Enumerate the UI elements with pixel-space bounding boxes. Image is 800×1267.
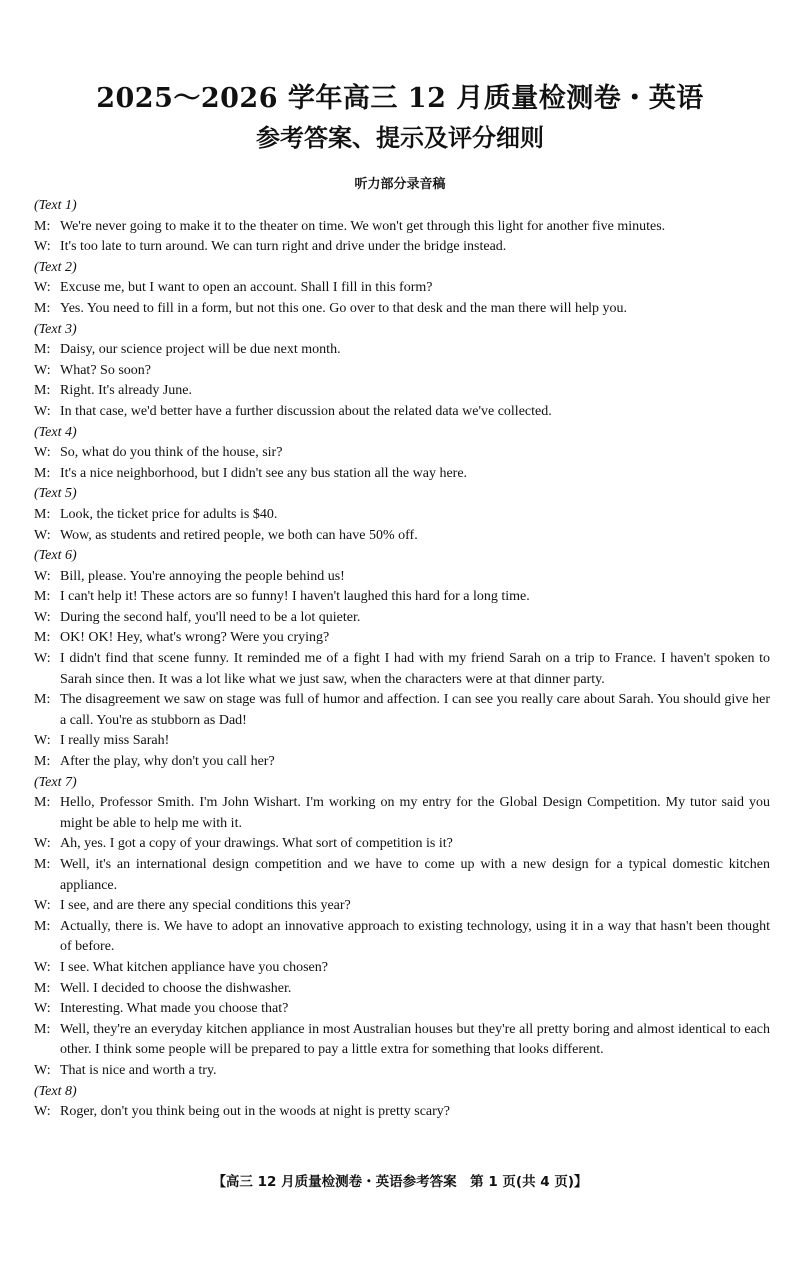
speaker-label: W:: [34, 1001, 51, 1017]
speaker-label: W:: [34, 1104, 51, 1120]
dialogue-line: [34, 505, 770, 526]
dialogue-line: [34, 567, 770, 588]
dialogue-line: [34, 649, 770, 690]
dialogue-text: Look, the ticket price for adults is $40.: [60, 506, 278, 522]
speaker-label: W:: [34, 959, 51, 975]
dialogue-line: [34, 587, 770, 608]
dialogue-text: Yes. You need to fill in a form, but not this one. Go over to that desk and the man there will help you.: [60, 300, 628, 316]
dialogue-text: Excuse me, but I want to open an account. Shall I fill in this form?: [60, 280, 433, 296]
speaker-label: W:: [34, 362, 51, 378]
text-label: (Text 6): [34, 548, 77, 564]
speaker-label: M:: [34, 857, 51, 872]
dialogue-line: [34, 690, 770, 731]
dialogue-text: It's too late to turn around. We can turn right and drive under the bridge instead.: [60, 239, 507, 255]
dialogue-line: [34, 1061, 770, 1082]
text-label: (Text 7): [34, 774, 77, 790]
dialogue-line: [34, 1020, 770, 1061]
section-heading: 听力部分录音稿: [354, 177, 446, 192]
dialogue-line: [34, 917, 770, 958]
speaker-label: M:: [34, 589, 51, 605]
text-label: (Text 3): [34, 321, 77, 337]
dialogue-text: After the play, why don't you call her?: [60, 754, 275, 770]
speaker-label: W:: [34, 898, 51, 914]
text-label: (Text 1): [34, 198, 77, 213]
page-title: 2025～2026 学年高三 12 月质量检测卷・英语: [96, 83, 704, 114]
dialogue-line: [34, 1102, 770, 1123]
speaker-label: M:: [34, 342, 51, 358]
dialogue-text: I see, and are there any special conditions this year?: [60, 898, 351, 914]
dialogue-line: [34, 793, 770, 834]
dialogue-line: [34, 958, 770, 979]
speaker-label: W:: [34, 836, 51, 852]
dialogue-text: I see. What kitchen appliance have you chosen?: [60, 959, 328, 975]
speaker-label: M:: [34, 754, 51, 770]
dialogue-text: The disagreement we saw on stage was full of humor and affection. I can see you really care about Sarah. You should give her a call. You're as stubborn as Dad!: [60, 692, 770, 728]
listening-transcript: [34, 196, 770, 1123]
dialogue-line: [34, 999, 770, 1020]
speaker-label: M:: [34, 300, 51, 316]
text-label: (Text 4): [34, 424, 77, 440]
text-label: (Text 2): [34, 259, 77, 275]
dialogue-line: [34, 443, 770, 464]
dialogue-text: During the second half, you'll need to be a lot quieter.: [60, 609, 361, 625]
speaker-label: M:: [34, 918, 51, 934]
dialogue-line: [34, 381, 770, 402]
dialogue-line: [34, 896, 770, 917]
dialogue-text: Interesting. What made you choose that?: [60, 1001, 289, 1017]
dialogue-line: [34, 855, 770, 896]
dialogue-text: Well, it's an international design competition and we have to come up with a new design for a typical domestic kitchen appliance.: [60, 857, 770, 893]
dialogue-text: It's a nice neighborhood, but I didn't see any bus station all the way here.: [60, 465, 468, 481]
speaker-label: W:: [34, 445, 51, 461]
dialogue-text: I can't help it! These actors are so funny! I haven't laughed this hard for a long time.: [60, 589, 530, 605]
speaker-label: W:: [34, 651, 51, 667]
speaker-label: W:: [34, 280, 51, 296]
dialogue-line: [34, 361, 770, 382]
dialogue-text: In that case, we'd better have a further discussion about the related data we've collected.: [60, 403, 552, 419]
dialogue-line: [34, 731, 770, 752]
speaker-label: W:: [34, 1062, 51, 1078]
dialogue-text: I really miss Sarah!: [60, 733, 170, 749]
dialogue-text: Well. I decided to choose the dishwasher.: [60, 980, 292, 996]
dialogue-line: [34, 628, 770, 649]
dialogue-line: [34, 340, 770, 361]
dialogue-line: [34, 217, 770, 238]
page-footer: 【高三 12 月质量检测卷・英语参考答案 第 1 页(共 4 页)】: [212, 1174, 588, 1190]
dialogue-text: Bill, please. You're annoying the people behind us!: [60, 568, 345, 584]
dialogue-line: [34, 464, 770, 485]
speaker-label: M:: [34, 795, 51, 811]
dialogue-text: Daisy, our science project will be due next month.: [60, 342, 341, 358]
dialogue-text: Ah, yes. I got a copy of your drawings. What sort of competition is it?: [60, 836, 453, 852]
dialogue-line: [34, 278, 770, 299]
dialogue-text: Hello, Professor Smith. I'm John Wishart. I'm working on my entry for the Global Design Competition. My tutor said you might be able to help me with it.: [60, 795, 770, 831]
dialogue-line: [34, 752, 770, 773]
dialogue-text: So, what do you think of the house, sir?: [60, 445, 283, 461]
speaker-label: W:: [34, 527, 51, 543]
dialogue-text: OK! OK! Hey, what's wrong? Were you crying?: [60, 630, 330, 646]
speaker-label: M:: [34, 383, 51, 399]
speaker-label: W:: [34, 403, 51, 419]
speaker-label: M:: [34, 630, 51, 646]
speaker-label: W:: [34, 568, 51, 584]
dialogue-text: Roger, don't you think being out in the woods at night is pretty scary?: [60, 1104, 451, 1120]
dialogue-line: [34, 237, 770, 258]
dialogue-line: [34, 299, 770, 320]
speaker-label: M:: [34, 1021, 51, 1037]
speaker-label: M:: [34, 692, 51, 708]
dialogue-text: I didn't find that scene funny. It reminded me of a fight I had with my friend Sarah on a trip to France. I haven't spoken to Sarah since then. It was a lot like what we just saw, when the characters were at that dinner party.: [60, 651, 770, 687]
dialogue-text: What? So soon?: [60, 362, 151, 378]
text-label: (Text 8): [34, 1083, 77, 1099]
dialogue-line: [34, 979, 770, 1000]
dialogue-line: [34, 526, 770, 547]
dialogue-text: Wow, as students and retired people, we both can have 50% off.: [60, 527, 418, 543]
dialogue-line: [34, 834, 770, 855]
text-label: (Text 5): [34, 486, 77, 502]
speaker-label: M:: [34, 465, 51, 481]
page-subtitle: 参考答案、提示及评分细则: [256, 123, 544, 152]
dialogue-line: [34, 402, 770, 423]
speaker-label: M:: [34, 218, 51, 234]
dialogue-text: Actually, there is. We have to adopt an innovative approach to existing technology, using it in a way that hasn't been thought of before.: [60, 918, 770, 955]
speaker-label: W:: [34, 733, 51, 749]
dialogue-text: That is nice and worth a try.: [60, 1062, 217, 1078]
speaker-label: M:: [34, 506, 51, 522]
speaker-label: W:: [34, 239, 51, 255]
speaker-label: W:: [34, 609, 51, 625]
dialogue-text: Well, they're an everyday kitchen appliance in most Australian houses but they're all pretty boring and almost identical to each other. I think some people will be prepared to pay a little extra for something that looks different.: [60, 1021, 770, 1058]
dialogue-text: We're never going to make it to the theater on time. We won't get through this light for another five minutes.: [60, 218, 666, 234]
dialogue-line: [34, 608, 770, 629]
dialogue-text: Right. It's already June.: [60, 383, 192, 399]
speaker-label: M:: [34, 980, 51, 996]
